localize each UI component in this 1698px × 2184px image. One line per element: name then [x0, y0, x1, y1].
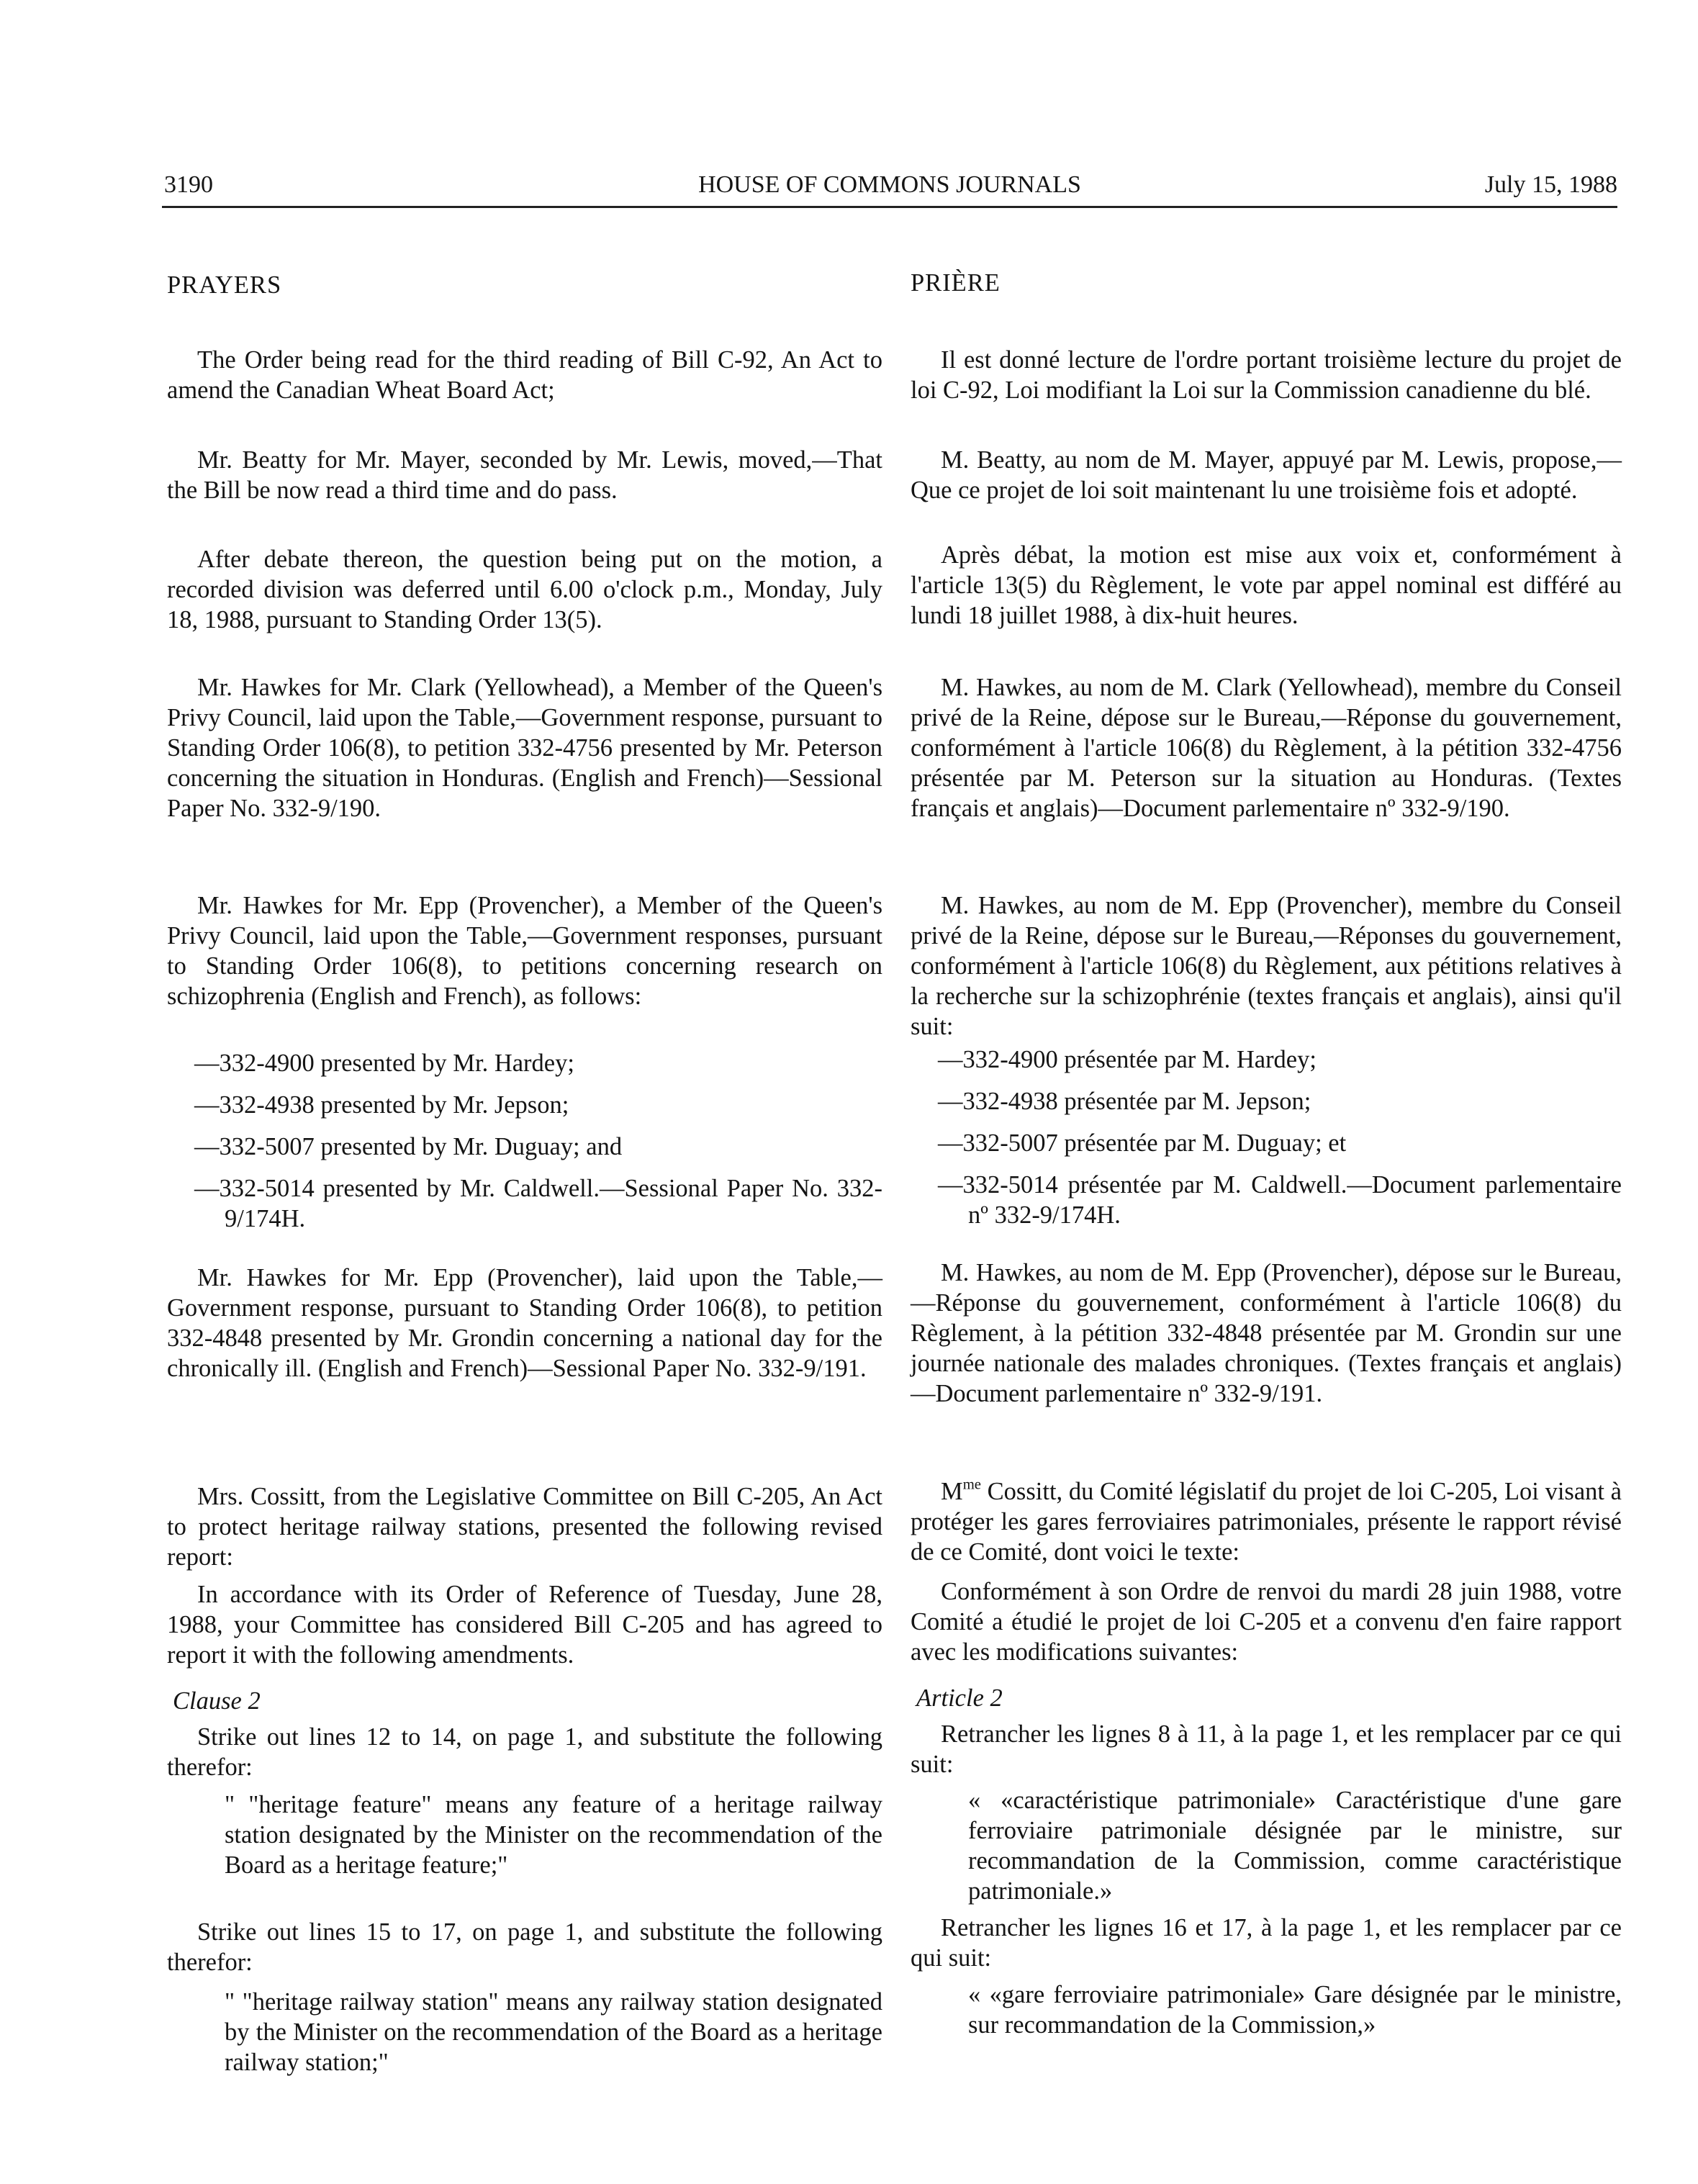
article-heading: Article 2 [916, 1684, 1003, 1712]
cossitt-text: Cossitt, du Comité législatif du projet de loi C-205, Loi visant à protéger les gares ferroviaires patrimoniales, présente le rapport révisé de ce Comité, dont voici le texte: [911, 1478, 1622, 1566]
strike-instruction-2: Strike out lines 15 to 17, on page 1, and substitute the following therefor: [167, 1918, 882, 1976]
prayers-heading: PRAYERS [167, 271, 282, 299]
list-item: —332-4938 présentée par M. Jepson; [938, 1088, 1311, 1115]
epp-petition-list [167, 1048, 882, 1245]
motion-paragraph: M. Beatty, au nom de M. Mayer, appuyé par M. Lewis, propose,—Que ce projet de loi soit maintenant lu une troisième fois et adopté. [911, 446, 1622, 504]
cossitt-title-superscript: me [962, 1476, 981, 1493]
cossitt-report-paragraph: Mrs. Cossitt, from the Legislative Committee on Bill C-205, An Act to protect heritage railway stations, presented the following revised report: [167, 1483, 882, 1571]
journal-date: July 15, 1988 [1484, 171, 1617, 198]
debate-paragraph: After debate thereon, the question being put on the motion, a recorded division was deferred until 6.00 o'clock p.m., Monday, July 18, 1988, pursuant to Standing Order 13(5). [167, 546, 882, 633]
list-item: —332-4938 presented by Mr. Jepson; [194, 1091, 569, 1119]
strike-instruction-1: Strike out lines 12 to 14, on page 1, and substitute the following therefor: [167, 1723, 882, 1781]
page-number: 3190 [164, 171, 213, 198]
strike-instruction-1: Retrancher les lignes 8 à 11, à la page 1, et les remplacer par ce qui suit: [911, 1720, 1622, 1778]
third-reading-paragraph: The Order being read for the third reading of Bill C-92, An Act to amend the Canadian Wheat Board Act; [167, 346, 882, 404]
debate-paragraph: Après débat, la motion est mise aux voix et, conformément à l'article 13(5) du Règlement, le vote par appel nominal est différé au lundi 18 juillet 1988, à dix-huit heures. [911, 541, 1622, 629]
list-item: —332-5007 présentée par M. Duguay; et [938, 1129, 1347, 1157]
accordance-paragraph: In accordance with its Order of Reference of Tuesday, June 28, 1988, your Committee has considered Bill C-205 and has agreed to report it with the following amendments. [167, 1581, 882, 1669]
clark-paper-paragraph: M. Hawkes, au nom de M. Clark (Yellowhead), membre du Conseil privé de la Reine, dépose sur le Bureau,—Réponse du gouvernement, conformément à l'article 106(8) du Règlement, à la pétition 332-4756 présentée par M. Peterson sur la situation au Honduras. (Textes français et anglais)—Document parlementaire nº 332-9/190. [911, 674, 1622, 822]
journal-title: HOUSE OF COMMONS JOURNALS [698, 171, 1081, 198]
definition-quote-2: « «gare ferroviaire patrimoniale» Gare désignée par le ministre, sur recommandation de la Commission,» [968, 1981, 1622, 2039]
cossitt-title: M [941, 1478, 963, 1505]
list-item: —332-5014 présentée par M. Caldwell.—Document parlementaire nº 332-9/174H. [938, 1171, 1622, 1229]
epp-single-paper-paragraph: Mr. Hawkes for Mr. Epp (Provencher), laid upon the Table,—Government response, pursuant to Standing Order 106(8), to petition 332-4848 presented by Mr. Grondin concerning a national day for the chronically ill. (English and French)—Sessional Paper No. 332-9/191. [167, 1264, 882, 1382]
third-reading-paragraph: Il est donné lecture de l'ordre portant troisième lecture du projet de loi C-92, Loi modifiant la Loi sur la Commission canadienne du blé. [911, 346, 1622, 404]
epp-petition-list [911, 1044, 1622, 1242]
motion-paragraph: Mr. Beatty for Mr. Mayer, seconded by Mr. Lewis, moved,—That the Bill be now read a third time and do pass. [167, 446, 882, 504]
epp-petitions-paragraph: M. Hawkes, au nom de M. Epp (Provencher), membre du Conseil privé de la Reine, dépose sur le Bureau,—Réponses du gouvernement, conformément à l'article 106(8) du Règlement, aux pétitions relatives à la recherche sur la schizophrénie (textes français et anglais), ainsi qu'il suit: [911, 892, 1622, 1040]
epp-petitions-paragraph: Mr. Hawkes for Mr. Epp (Provencher), a Member of the Queen's Privy Council, laid upon the Table,—Government responses, pursuant to Standing Order 106(8), to petitions concerning research on schizophrenia (English and French), as follows: [167, 892, 882, 1010]
clause-heading: Clause 2 [173, 1687, 261, 1715]
definition-quote-1: " "heritage feature" means any feature of a heritage railway station designated by the Minister on the recommendation of the Board as a heritage feature;" [225, 1791, 882, 1879]
cossitt-report-paragraph [911, 1476, 1622, 1567]
page-header [162, 167, 1617, 208]
epp-single-paper-paragraph: M. Hawkes, au nom de M. Epp (Provencher), dépose sur le Bureau,—Réponse du gouvernement, conformément à l'article 106(8) du Règlement, à la pétition 332-4848 présentée par M. Grondin sur une journée nationale des malades chroniques. (Textes français et anglais)—Document parlementaire nº 332-9/191. [911, 1259, 1622, 1407]
list-item: —332-5014 presented by Mr. Caldwell.—Sessional Paper No. 332-9/174H. [194, 1175, 882, 1232]
accordance-paragraph: Conformément à son Ordre de renvoi du mardi 28 juin 1988, votre Comité a étudié le projet de loi C-205 et a convenu d'en faire rapport avec les modifications suivantes: [911, 1578, 1622, 1666]
clark-paper-paragraph: Mr. Hawkes for Mr. Clark (Yellowhead), a Member of the Queen's Privy Council, laid upon the Table,—Government response, pursuant to Standing Order 106(8), to petition 332-4756 presented by Mr. Peterson concerning the situation in Honduras. (English and French)—Sessional Paper No. 332-9/190. [167, 674, 882, 822]
strike-instruction-2: Retrancher les lignes 16 et 17, à la page 1, et les remplacer par ce qui suit: [911, 1914, 1622, 1972]
list-item: —332-5007 presented by Mr. Duguay; and [194, 1133, 623, 1160]
definition-quote-2: " "heritage railway station" means any railway station designated by the Minister on the recommendation of the Board as a heritage railway station;" [225, 1988, 882, 2076]
list-item: —332-4900 presented by Mr. Hardey; [194, 1050, 574, 1077]
list-item: —332-4900 présentée par M. Hardey; [938, 1046, 1317, 1073]
definition-quote-1: « «caractéristique patrimoniale» Caractéristique d'une gare ferroviaire patrimoniale désignée par le ministre, sur recommandation de la Commission, comme caractéristique patrimoniale.» [968, 1787, 1622, 1905]
priere-heading: PRIÈRE [911, 269, 1001, 297]
